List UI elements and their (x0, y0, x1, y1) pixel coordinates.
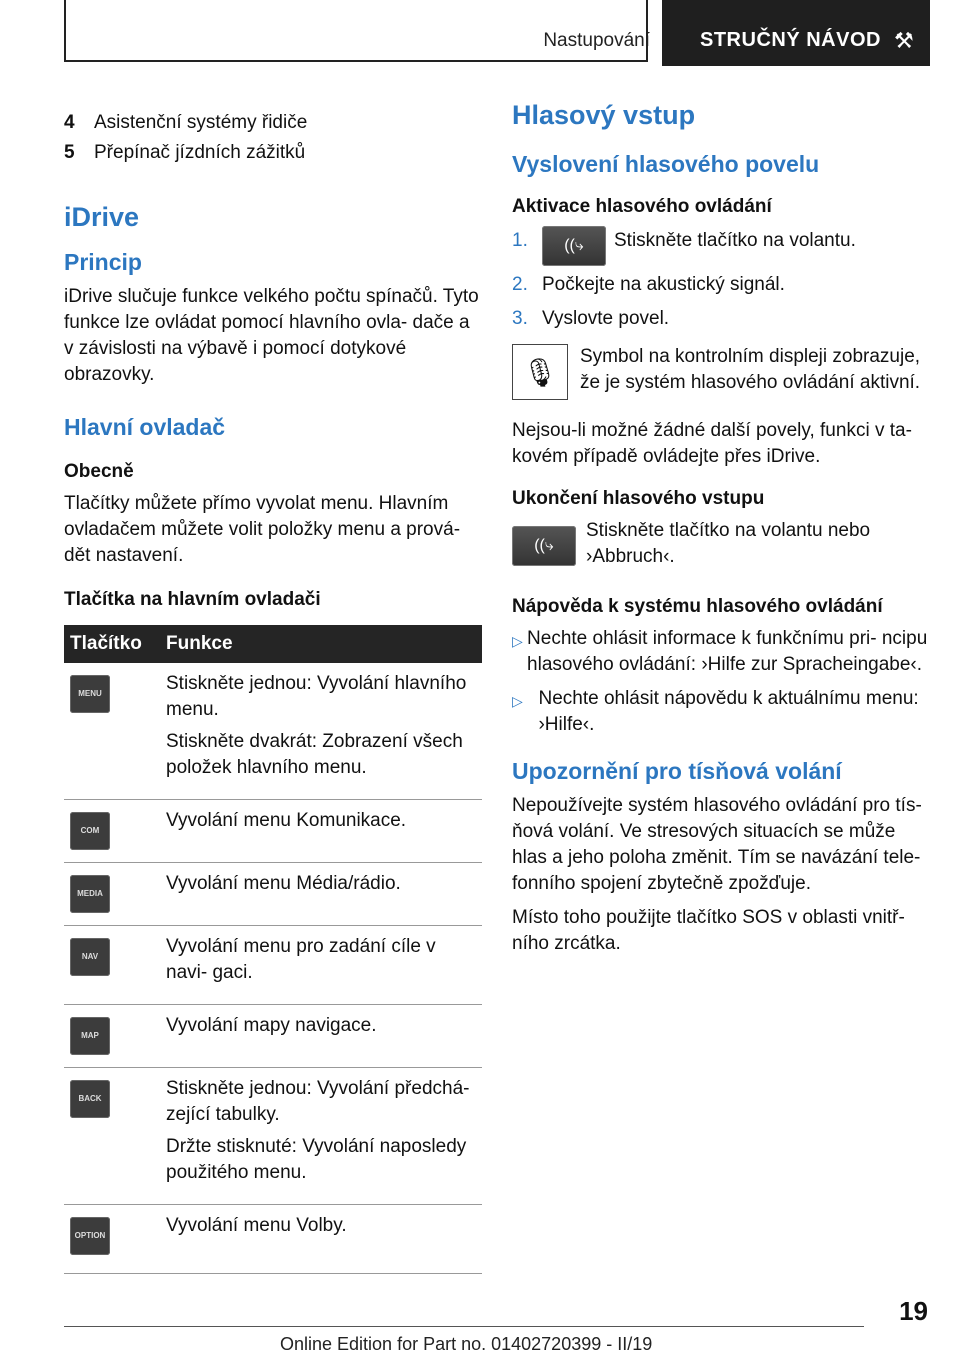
map-button-icon: MAP (70, 1017, 110, 1055)
table-row (64, 663, 482, 800)
list-item (64, 138, 482, 168)
cell-text: Vyvolání menu Média/rádio. (166, 873, 401, 894)
upozorneni-text: Nepoužívejte systém hlasového ovládání pro tís- ňová volání. Ve stresových situacích se může hlas a jeho poloha změnit. Tím se navázání tele- fonního spojení zbytečně zpožďuje. (512, 795, 922, 894)
nav-button-icon: NAV (70, 938, 110, 976)
cell-text: Stiskněte jednou: Vyvolání hlavního menu. (166, 673, 467, 720)
symbol-note (512, 344, 928, 404)
cell-text: Vyvolání mapy navigace. (166, 1015, 377, 1036)
table-header (64, 625, 482, 663)
cell-text: Stiskněte dvakrát: Zobrazení všech položek hlavního menu. (166, 731, 463, 778)
table-row (64, 800, 482, 863)
upozorneni-text-2: Místo toho použijte tlačítko SOS v oblasti vnitř- ního zrcátka. (512, 907, 905, 954)
ukonceni-text: Stiskněte tlačítko na volantu nebo ›Abbruch‹. (586, 520, 871, 567)
bullet-item (512, 626, 928, 678)
heading-hlasovy-vstup: Hlasový vstup (512, 100, 696, 130)
col-header-button: Tlačítko (64, 625, 160, 663)
option-button-icon: OPTION (70, 1217, 110, 1255)
heading-ovladac: Hlavní ovladač (64, 414, 226, 440)
princip-text: iDrive slučuje funkce velkého počtu spínačů. Tyto funkce lze ovládat pomocí hlavního ovla- dače a v závislosti na výbavě i pomocí dotykové obrazovky. (64, 286, 479, 385)
col-header-function: Funkce (160, 625, 482, 663)
obecne-text: Tlačítky můžete přímo vyvolat menu. Hlavním ovladačem můžete volit položky menu a prová- dět nastavení. (64, 493, 461, 566)
step-item (512, 270, 928, 300)
bullet-text: Nechte ohlásit informace k funkčnímu pri- ncipu hlasového ovládání: ›Hilfe zur Spracheingabe‹. (527, 628, 928, 675)
bullet-item (512, 686, 928, 738)
heading-princip: Princip (64, 249, 142, 275)
list-number: 5 (64, 142, 75, 163)
cell-text: Držte stisknuté: Vyvolání naposledy použitého menu. (166, 1136, 467, 1183)
heading-napoveda: Nápověda k systému hlasového ovládání (512, 596, 883, 617)
buttons-table (64, 625, 482, 1274)
table-row (64, 863, 482, 926)
list-text: Asistenční systémy řidiče (94, 112, 308, 133)
heading-aktivace: Aktivace hlasového ovládání (512, 196, 772, 217)
nejsou-text: Nejsou-li možné žádné další povely, funkci v ta- kovém případě ovládejte přes iDrive. (512, 420, 912, 467)
triangle-bullet-icon: ▷ (512, 633, 523, 649)
header-badge-label: STRUČNÝ NÁVOD (700, 29, 881, 51)
cell-text: Vyvolání menu Komunikace. (166, 810, 407, 831)
symbol-text: Symbol na kontrolním displeji zobrazuje, že je systém hlasového ovládání aktivní. (580, 346, 921, 393)
bullet-text: Nechte ohlásit nápovědu k aktuálnímu menu: ›Hilfe‹. (538, 688, 919, 735)
left-column (64, 108, 482, 1274)
step-number: 1. (512, 230, 528, 251)
wrench-icon: ⚒ (894, 28, 914, 53)
ukonceni-note (512, 518, 928, 578)
page-number: 19 (899, 1296, 928, 1326)
page-header (64, 0, 930, 66)
menu-button-icon: MENU (70, 675, 110, 713)
step-text: Vyslovte povel. (542, 308, 670, 329)
step-number: 2. (512, 274, 528, 295)
cell-text: Vyvolání menu Volby. (166, 1215, 347, 1236)
footer-rule (64, 1326, 864, 1327)
right-column (512, 100, 928, 965)
com-button-icon: COM (70, 812, 110, 850)
list-text: Přepínač jízdních zážitků (94, 142, 306, 163)
heading-idrive: iDrive (64, 202, 140, 232)
cell-text: Stiskněte jednou: Vyvolání předchá- zející tabulky. (166, 1078, 470, 1125)
step-text: Počkejte na akustický signál. (542, 274, 785, 295)
step-number: 3. (512, 308, 528, 329)
heading-upozorneni: Upozornění pro tísňová volání (512, 758, 842, 784)
table-row (64, 1205, 482, 1274)
microphone-icon: 🎙 (512, 344, 568, 400)
heading-obecne: Obecně (64, 461, 134, 482)
voice-button-icon: ((⤷ (542, 226, 606, 266)
back-button-icon: BACK (70, 1080, 110, 1118)
footer-text: Online Edition for Part no. 01402720399 - II/19 (280, 1334, 653, 1354)
step-item (512, 304, 928, 334)
triangle-bullet-icon: ▷ (512, 693, 523, 709)
header-section: Nastupování (543, 30, 650, 51)
heading-ukonceni: Ukončení hlasového vstupu (512, 488, 765, 509)
list-item (64, 108, 482, 138)
media-button-icon: MEDIA (70, 875, 110, 913)
table-row (64, 1068, 482, 1205)
step-text: Stiskněte tlačítko na volantu. (614, 230, 856, 251)
cell-text: Vyvolání menu pro zadání cíle v navi- gaci. (166, 936, 436, 983)
heading-tlacitka: Tlačítka na hlavním ovladači (64, 589, 321, 610)
step-item (512, 226, 928, 266)
voice-button-icon: ((⤷ (512, 526, 576, 566)
list-number: 4 (64, 112, 75, 133)
heading-vysloveni: Vyslovení hlasového povelu (512, 151, 820, 177)
table-row (64, 926, 482, 1005)
header-badge (662, 0, 930, 66)
table-row (64, 1005, 482, 1068)
